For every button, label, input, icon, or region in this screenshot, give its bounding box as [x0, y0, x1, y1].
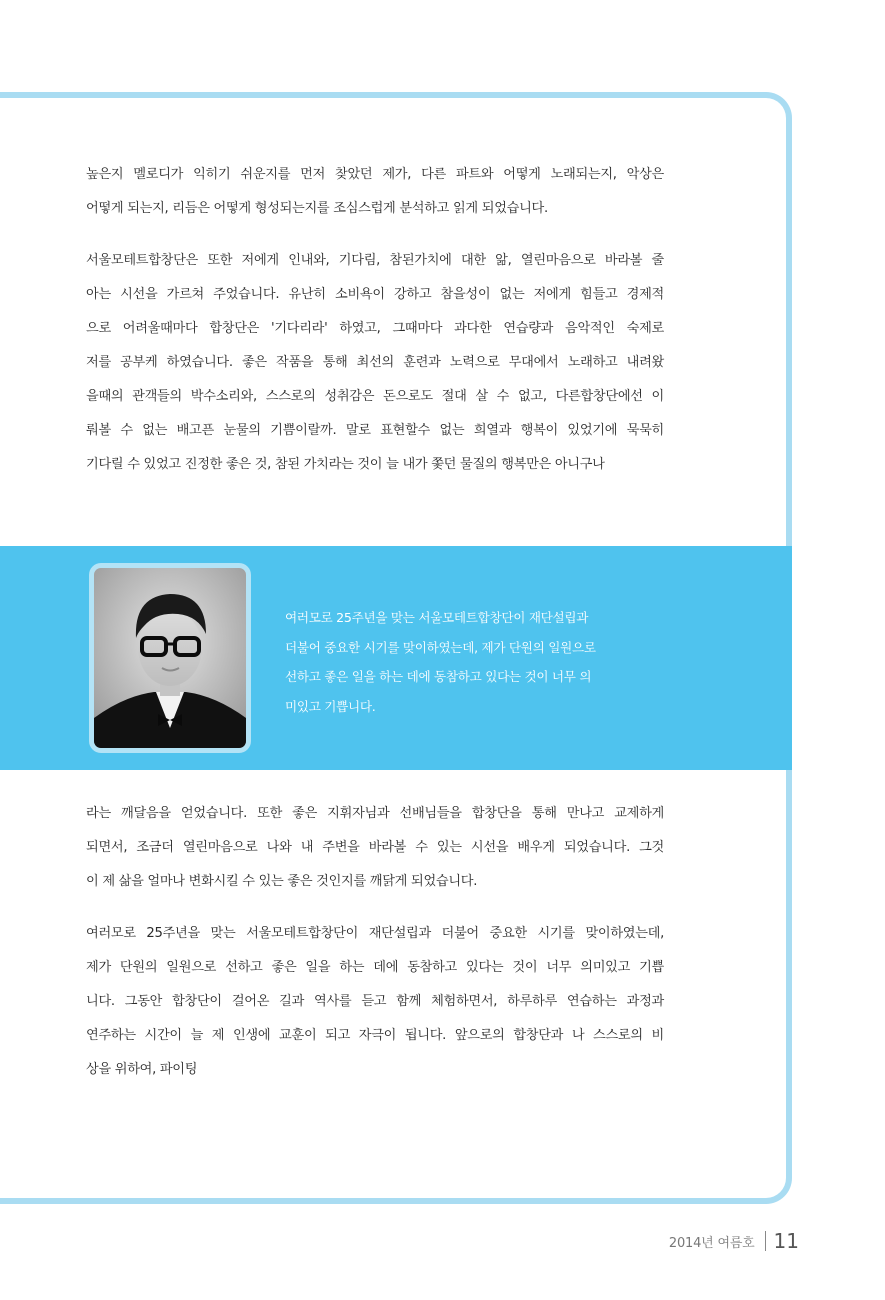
quote-line: 미있고 기쁩니다.	[285, 698, 376, 714]
text-line: 이 제 삶을 얼마나 변화시킬 수 있는 좋은 것인지를 깨닭게 되었습니다.	[86, 874, 478, 889]
text-line: 서울모테트합창단은 또한 저에게 인내와, 기다림, 참된가치에 대한 앎, 열린마음으로 바라볼 줄	[86, 253, 664, 268]
footer-divider	[765, 1231, 766, 1251]
text-line: 뤄볼 수 없는 배고픈 눈물의 기쁨이랄까. 말로 표현할수 없는 희열과 행복이 있었기에 묵묵히	[86, 423, 664, 438]
text-line: 여러모로 25주년을 맞는 서울모테트합창단이 재단설립과 더불어 중요한 시기를 맞이하였는데,	[86, 926, 664, 941]
portrait-image	[94, 568, 246, 748]
text-line: 을때의 관객들의 박수소리와, 스스로의 성취감은 돈으로도 절대 살 수 없고, 다른합창단에선 이	[86, 389, 664, 404]
body-text-bottom	[86, 797, 664, 1105]
issue-label: 2014년 여름호	[668, 1235, 755, 1251]
paragraph	[86, 797, 664, 899]
paragraph	[86, 917, 664, 1087]
text-line: 니다. 그동안 합창단이 걸어온 길과 역사를 듣고 함께 체험하면서, 하루하루 연습하는 과정과	[86, 994, 664, 1009]
body-text-top	[86, 158, 664, 500]
page-footer	[669, 1228, 799, 1254]
text-line: 라는 깨달음을 얻었습니다. 또한 좋은 지휘자님과 선배님들을 합창단을 통해 만나고 교제하게	[86, 806, 664, 821]
text-line: 저를 공부케 하였습니다. 좋은 작품을 통해 최선의 훈련과 노력으로 무대에서 노래하고 내려왔	[86, 355, 664, 370]
paragraph	[86, 158, 664, 226]
text-line: 상을 위하여, 파이팅	[86, 1062, 198, 1077]
text-line: 제가 단원의 일원으로 선하고 좋은 일을 하는 데에 동참하고 있다는 것이 너무 의미있고 기쁩	[86, 960, 664, 975]
portrait-photo	[89, 563, 251, 753]
text-line: 기다릴 수 있었고 진정한 좋은 것, 참된 가치라는 것이 늘 내가 쫓던 물질의 행복만은 아니구나	[86, 457, 605, 472]
quote-line: 여러모로 25주년을 맞는 서울모테트합창단이 재단설립과	[285, 610, 589, 625]
text-line: 높은지 멜로디가 익히기 쉬운지를 먼저 찾았던 제가, 다른 파트와 어떻게 노래되는지, 악상은	[86, 167, 664, 182]
text-line: 연주하는 시간이 늘 제 인생에 교훈이 되고 자극이 됩니다. 앞으로의 합창단과 나 스스로의 비	[86, 1028, 664, 1043]
text-line: 어떻게 되는지, 리듬은 어떻게 형성되는지를 조심스럽게 분석하고 읽게 되었습니다.	[86, 201, 548, 216]
paragraph	[86, 244, 664, 482]
text-line: 으로 어려울때마다 합창단은 '기다리라' 하였고, 그때마다 과다한 연습량과 음악적인 숙제로	[86, 321, 664, 336]
quote-line: 선하고 좋은 일을 하는 데에 동참하고 있다는 것이 너무 의	[285, 669, 592, 684]
quote-line: 더불어 중요한 시기를 맞이하였는데, 제가 단원의 일원으로	[285, 639, 596, 655]
text-line: 되면서, 조금더 열린마음으로 나와 내 주변을 바라볼 수 있는 시선을 배우게 되었습니다. 그것	[86, 840, 664, 855]
page-number: 11	[773, 1229, 799, 1253]
text-line: 아는 시선을 가르쳐 주었습니다. 유난히 소비욕이 강하고 참을성이 없는 저에게 힘들고 경제적	[86, 287, 664, 302]
pull-quote	[285, 603, 657, 721]
